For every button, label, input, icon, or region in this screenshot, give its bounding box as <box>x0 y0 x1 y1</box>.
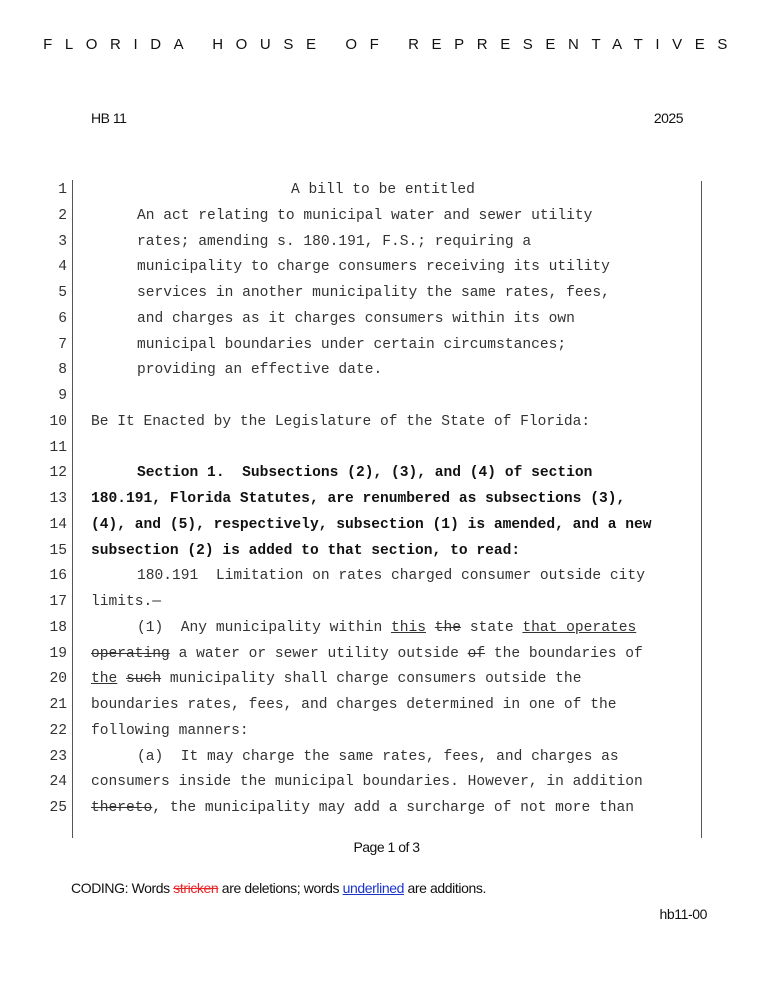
line-number: 17 <box>49 594 67 610</box>
bill-line <box>0 307 773 333</box>
text-run: An act relating to municipal water and sewer utility <box>137 207 593 224</box>
text-run: (4), and (5), respectively, subsection (1) is amended, and a new <box>91 516 652 533</box>
bill-line <box>0 590 773 616</box>
line-number: 14 <box>49 516 67 533</box>
line-number: 22 <box>49 722 67 739</box>
bill-year: 2025 <box>653 110 683 126</box>
bill-line <box>0 461 773 487</box>
text-run: and charges as it charges consumers within its own <box>137 310 575 327</box>
text-run: municipality shall charge consumers outside the <box>161 671 582 688</box>
text-run: services in another municipality the same rates, fees, <box>137 285 610 301</box>
bill-line <box>0 539 773 565</box>
deleted-text: operating <box>91 645 170 662</box>
inserted-text: the <box>91 671 118 688</box>
inserted-text: that operates <box>522 619 637 636</box>
bill-line <box>0 642 773 668</box>
page-indicator: Page 1 of 3 <box>353 839 420 855</box>
text-run: municipality to charge consumers receiving its utility <box>137 259 610 276</box>
text-run: (1) Any municipality within <box>137 619 391 636</box>
line-text <box>137 616 636 642</box>
line-text <box>91 667 581 693</box>
line-number: 11 <box>49 439 67 456</box>
line-text <box>291 178 475 204</box>
bill-line <box>0 436 773 462</box>
text-run: A bill to be entitled <box>291 182 475 198</box>
line-text <box>91 410 590 436</box>
line-number: 8 <box>58 362 67 379</box>
text-run <box>426 620 435 636</box>
bill-line <box>0 204 773 230</box>
bill-line <box>0 513 773 539</box>
coding-middle: are deletions; words <box>218 880 343 896</box>
line-text <box>137 307 575 333</box>
coding-legend <box>71 880 486 896</box>
line-number: 24 <box>49 774 67 791</box>
text-run: 180.191 Limitation on rates charged consumer outside city <box>137 568 645 585</box>
line-text <box>137 230 531 256</box>
line-number: 13 <box>49 491 67 507</box>
deleted-text: such <box>126 671 162 688</box>
line-number: 2 <box>58 207 67 224</box>
text-run: Section 1. Subsections (2), (3), and (4) of section <box>137 465 593 482</box>
text-run <box>117 671 126 687</box>
bill-line <box>0 616 773 642</box>
line-number: 3 <box>58 233 67 250</box>
line-text <box>137 461 592 487</box>
line-text <box>91 539 520 565</box>
line-text <box>137 281 610 307</box>
line-number: 16 <box>49 568 67 585</box>
line-text <box>137 255 610 281</box>
bill-line <box>0 796 773 822</box>
text-run: (a) It may charge the same rates, fees, and charges as <box>137 748 619 765</box>
bill-line <box>0 230 773 256</box>
line-number: 23 <box>49 748 67 765</box>
line-number: 15 <box>49 542 67 559</box>
bill-line <box>0 384 773 410</box>
line-number: 12 <box>49 465 67 482</box>
deleted-text: the <box>434 619 462 636</box>
line-number: 1 <box>58 182 67 198</box>
text-run: limits.— <box>91 594 162 610</box>
coding-underlined-sample: underlined <box>342 880 404 896</box>
line-text <box>91 770 643 796</box>
coding-stricken-sample: stricken <box>173 880 219 896</box>
line-number: 9 <box>58 388 67 404</box>
text-run: boundaries rates, fees, and charges determined in one of the <box>91 697 617 713</box>
bill-line <box>0 281 773 307</box>
line-text <box>91 719 249 745</box>
text-run: 180.191, Florida Statutes, are renumbered as subsections (3), <box>91 491 626 507</box>
text-run: , the municipality may add a surcharge of not more than <box>152 800 634 816</box>
line-number: 4 <box>58 259 67 276</box>
line-text <box>137 333 566 359</box>
deleted-text: thereto <box>91 800 153 816</box>
line-number: 10 <box>49 413 67 430</box>
line-text <box>137 204 592 230</box>
line-number: 18 <box>49 619 67 636</box>
line-number: 20 <box>49 671 67 688</box>
text-run: subsection (2) is added to that section, to read: <box>91 542 521 559</box>
line-text <box>137 358 382 384</box>
inserted-text: this <box>390 619 427 636</box>
line-number: 21 <box>49 697 67 713</box>
line-number: 19 <box>49 645 67 662</box>
text-run: municipal boundaries under certain circumstances; <box>137 336 567 353</box>
bill-line <box>0 564 773 590</box>
text-run: following manners: <box>91 722 249 739</box>
line-number: 6 <box>58 310 67 327</box>
line-text <box>137 564 645 590</box>
text-run: consumers inside the municipal boundaries. However, in addition <box>91 774 643 791</box>
line-text <box>137 745 619 771</box>
line-number: 25 <box>49 800 67 816</box>
line-number: 7 <box>58 336 67 353</box>
chamber-header: FLORIDA HOUSE OF REPRESENTATIVES <box>43 36 740 53</box>
bill-line <box>0 719 773 745</box>
bill-line <box>0 333 773 359</box>
line-text <box>91 693 616 719</box>
coding-suffix: are additions. <box>403 880 486 896</box>
bill-line <box>0 667 773 693</box>
bill-line <box>0 770 773 796</box>
line-text <box>91 513 652 539</box>
line-text <box>91 796 634 822</box>
bill-line <box>0 178 773 204</box>
bill-line <box>0 693 773 719</box>
text-run: state <box>461 619 523 636</box>
deleted-text: of <box>467 645 486 662</box>
bill-line <box>0 358 773 384</box>
bill-line <box>0 487 773 513</box>
bill-number: HB 11 <box>91 110 127 126</box>
text-run: rates; amending s. 180.191, F.S.; requiring a <box>137 233 532 250</box>
coding-prefix: CODING: Words <box>71 880 174 896</box>
bill-line <box>0 410 773 436</box>
bill-line <box>0 255 773 281</box>
text-run: Be It Enacted by the Legislature of the State of Florida: <box>91 413 591 430</box>
line-number: 5 <box>58 285 67 301</box>
line-text <box>91 487 625 513</box>
text-run: the boundaries of <box>485 645 643 662</box>
bill-line <box>0 745 773 771</box>
line-text <box>91 590 161 616</box>
document-code: hb11-00 <box>659 906 707 922</box>
text-run: a water or sewer utility outside <box>169 645 468 662</box>
text-run: providing an effective date. <box>137 362 383 379</box>
line-text <box>91 642 643 668</box>
